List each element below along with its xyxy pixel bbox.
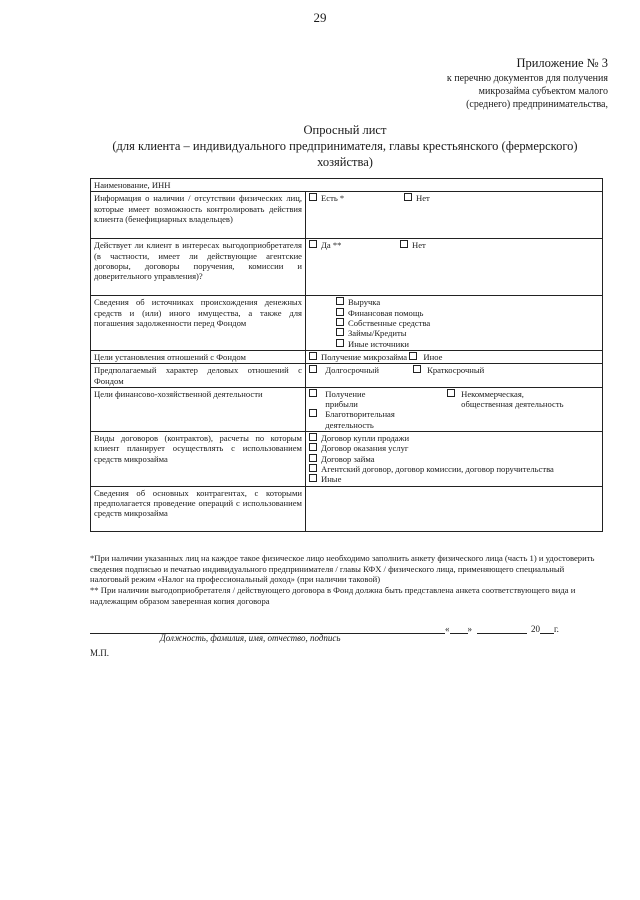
relationship-nature-label: Предполагаемый характер деловых отношений с Фондом bbox=[91, 364, 306, 388]
checkbox-icon[interactable] bbox=[309, 443, 317, 451]
beneficiaries-label: Информация о наличии / отсутствии физических лиц, которые имеет возможность контролировать действия клиента (бенефициарных владельцев) bbox=[91, 192, 306, 239]
checkbox-icon[interactable] bbox=[336, 318, 344, 326]
checkbox-icon[interactable] bbox=[400, 240, 408, 248]
checkbox-icon[interactable] bbox=[309, 409, 317, 417]
quote-close: » bbox=[467, 624, 472, 634]
table-row bbox=[91, 192, 603, 239]
counterparties-field[interactable] bbox=[306, 486, 603, 531]
quote-open: « bbox=[445, 624, 450, 634]
option-label: прибыли bbox=[325, 399, 358, 410]
option-label: Займы/Кредиты bbox=[348, 328, 407, 339]
checkbox-icon[interactable] bbox=[409, 352, 417, 360]
year-suffix: г. bbox=[554, 624, 559, 634]
footnote: *При наличии указанных лиц на каждое такое физическое лицо необходимо заполнить анкету физического лица (часть 1) и удостоверить сведения подписью и печатью индивидуального предпринимателя / главы КФХ / физического лица, применяющего специальный налоговый режим «Налог на профессиональный доход» (при наличии таковой) bbox=[90, 553, 595, 585]
table-row bbox=[91, 387, 603, 431]
checkbox-icon[interactable] bbox=[309, 389, 317, 397]
appendix-title: Приложение № 3 bbox=[516, 56, 608, 70]
appendix-line: микрозайма субъектом малого bbox=[478, 86, 608, 98]
month-field[interactable] bbox=[477, 624, 527, 634]
checkbox-icon[interactable] bbox=[309, 454, 317, 462]
table-row bbox=[91, 432, 603, 487]
checkbox-icon[interactable] bbox=[336, 339, 344, 347]
option-label: Нет bbox=[412, 240, 426, 251]
option-label: Иные источники bbox=[348, 338, 409, 349]
appendix-line: к перечню документов для получения bbox=[446, 73, 608, 85]
checkbox-icon[interactable] bbox=[309, 193, 317, 201]
checkbox-icon[interactable] bbox=[309, 352, 317, 360]
table-row bbox=[91, 350, 603, 363]
footnotes bbox=[90, 553, 605, 607]
relationship-goals-options bbox=[306, 350, 603, 363]
option-label: Договор займа bbox=[321, 453, 375, 464]
checkbox-icon[interactable] bbox=[404, 193, 412, 201]
page-number: 29 bbox=[313, 10, 327, 25]
checkbox-icon[interactable] bbox=[309, 464, 317, 472]
checkbox-icon[interactable] bbox=[309, 240, 317, 248]
option-label: Агентский договор, договор комиссии, договор поручительства bbox=[321, 464, 554, 474]
stamp-place: М.П. bbox=[90, 648, 110, 658]
option-label: Финансовая помощь bbox=[348, 307, 424, 318]
beneficiary-agent-options bbox=[306, 239, 603, 296]
option-label: Нет bbox=[416, 193, 430, 204]
questionnaire-table bbox=[90, 178, 603, 532]
table-row bbox=[91, 179, 603, 192]
footnote: ** При наличии выгодоприобретателя / действующего договора в Фонд должна быть представлена анкета соответствующего вида и надлежащим образом заверенная копия договора bbox=[90, 585, 576, 606]
checkbox-icon[interactable] bbox=[413, 365, 421, 373]
option-label: Иные bbox=[321, 474, 342, 485]
contracts-options bbox=[306, 432, 603, 487]
option-label: Получение микрозайма bbox=[321, 351, 408, 362]
table-row bbox=[91, 239, 603, 296]
checkbox-icon[interactable] bbox=[447, 389, 455, 397]
inn-label: Наименование, ИНН bbox=[91, 179, 603, 192]
option-label: общественная деятельность bbox=[461, 399, 564, 410]
option-label: Получение bbox=[325, 388, 366, 399]
option-label: Некоммерческая, bbox=[461, 388, 524, 399]
option-label: Да ** bbox=[321, 240, 342, 251]
option-label: Есть * bbox=[321, 193, 345, 204]
signature-caption: Должность, фамилия, имя, отчество, подпись bbox=[160, 633, 341, 643]
year-field[interactable] bbox=[540, 624, 554, 634]
year-prefix: 20 bbox=[531, 624, 540, 634]
funds-source-label: Сведения об источниках происхождения денежных средств и (или) иного имущества, а также для погашения задолженности перед Фондом bbox=[91, 296, 306, 351]
option-label: Долгосрочный bbox=[325, 365, 379, 376]
option-label: Краткосрочный bbox=[427, 365, 485, 376]
counterparties-label: Сведения об основных контрагентах, с которыми предполагается проведение операций с использованием средств микрозайма bbox=[91, 486, 306, 531]
activity-goals-options bbox=[306, 387, 603, 431]
checkbox-icon[interactable] bbox=[309, 365, 317, 373]
checkbox-icon[interactable] bbox=[309, 474, 317, 482]
relationship-goals-label: Цели установления отношений с Фондом bbox=[91, 350, 306, 363]
checkbox-icon[interactable] bbox=[309, 433, 317, 441]
table-row bbox=[91, 296, 603, 351]
option-label: Иное bbox=[423, 351, 443, 362]
relationship-nature-options bbox=[306, 364, 603, 388]
appendix-line: (среднего) предпринимательства, bbox=[466, 99, 608, 111]
activity-goals-label: Цели финансово-хозяйственной деятельности bbox=[91, 387, 306, 431]
option-label: Благотворительная bbox=[325, 409, 395, 420]
funds-source-options bbox=[306, 296, 603, 351]
beneficiaries-options bbox=[306, 192, 603, 239]
beneficiary-agent-label: Действует ли клиент в интересах выгодоприобретателя (в частности, имеет ли действующие агентские договоры, договоры поручения, комиссии и доверительного управления)? bbox=[91, 239, 306, 296]
checkbox-icon[interactable] bbox=[336, 308, 344, 316]
contracts-label: Виды договоров (контрактов), расчеты по которым клиент планирует осуществлять с использованием средств микрозайма bbox=[91, 432, 306, 487]
title-line: (для клиента – индивидуального предпринимателя, главы крестьянского (фермерского) bbox=[112, 139, 578, 153]
table-row bbox=[91, 486, 603, 531]
document-title bbox=[90, 122, 600, 170]
checkbox-icon[interactable] bbox=[336, 328, 344, 336]
table-row bbox=[91, 364, 603, 388]
option-label: Собственные средства bbox=[348, 317, 431, 328]
option-label: Выручка bbox=[348, 297, 381, 308]
option-label: деятельность bbox=[325, 419, 374, 430]
day-field[interactable] bbox=[450, 624, 468, 634]
checkbox-icon[interactable] bbox=[336, 297, 344, 305]
option-label: Договор купли продажи bbox=[321, 433, 410, 444]
title-line: Опросный лист bbox=[303, 123, 387, 137]
title-line: хозяйства) bbox=[317, 155, 373, 169]
appendix-header bbox=[447, 55, 608, 111]
option-label: Договор оказания услуг bbox=[321, 443, 409, 454]
